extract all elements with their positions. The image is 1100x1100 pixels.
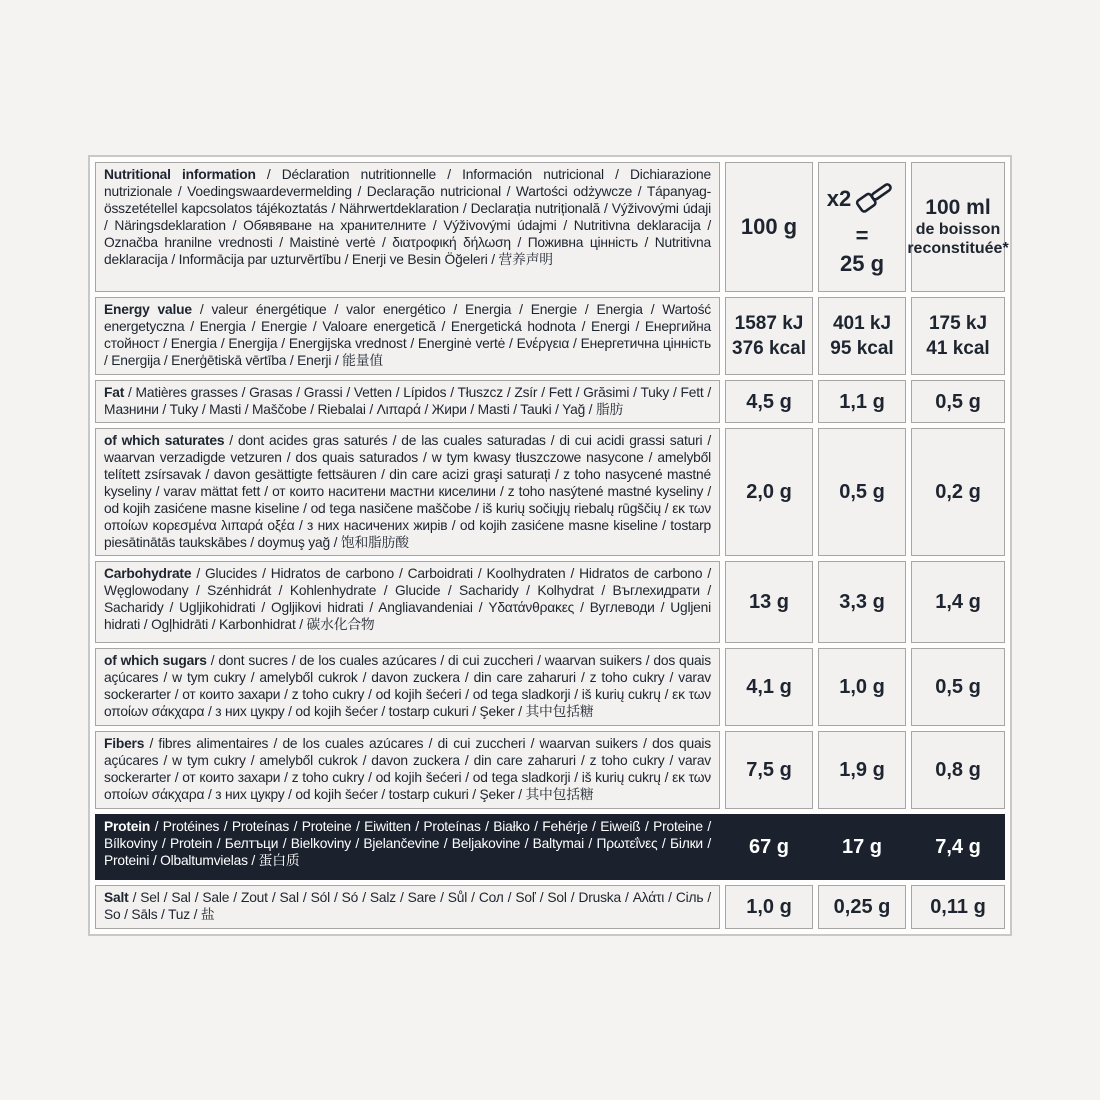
scoop-line [827, 177, 897, 221]
energy-25g-kj: 401 kJ [832, 313, 892, 334]
fibers-value-100g: 7,5 g [725, 731, 813, 809]
column-header-scoop [818, 162, 906, 292]
sugars-value-100ml: 0,5 g [911, 648, 1005, 726]
header-row [95, 162, 1009, 292]
header-100ml-line1: 100 ml [925, 196, 991, 219]
fibers-label-rest: / fibres alimentaires / de los cuales azúcares / di cui zuccheri / waarvan suikers / dos quais açúcares / w tym cukry / amelyből cukrok / davon zuckera / din care zaharuri / z toho cukry / varav sockerarter / от които захари / z toho cukry / od kojih šećeri / od tega sladkorji / iš kurių cukrų / εκ των οποίων σάκχαρα / з них цукру / od kojih šećer / tostarp cukuri / Şeker / 其中包括糖 [104, 736, 711, 802]
saturates-label-cell [95, 428, 720, 556]
scoop-amount: 25 g [839, 251, 885, 276]
energy-value-25g [818, 297, 906, 375]
protein-label-cell [95, 814, 720, 880]
saturates-value-25g: 0,5 g [818, 428, 906, 556]
nutrition-label-card [88, 155, 1012, 936]
protein-value-100g: 67 g [748, 836, 790, 858]
sugars-label-bold: of which sugars [104, 653, 207, 668]
fat-value-100ml: 0,5 g [911, 380, 1005, 423]
scoop-equals: = [855, 223, 869, 248]
row-fat [95, 380, 1005, 423]
column-header-100g: 100 g [725, 162, 813, 292]
row-sugars [95, 648, 1005, 726]
salt-label-cell [95, 885, 720, 929]
protein-label-rest: / Protéines / Proteínas / Proteine / Eiwitten / Proteínas / Białko / Fehérje / Eiweiß / Proteine / Bílkoviny / Protein / Белтъци / Bielkoviny / Bjelančevine / Beljakovine / Baltymai / Πρωτεΐνες / Білки / Proteini / Olbaltumvielas / 蛋白质 [104, 819, 711, 868]
fat-value-100g: 4,5 g [725, 380, 813, 423]
carbohydrate-label-bold: Carbohydrate [104, 566, 192, 581]
carbohydrate-label-rest: / Glucides / Hidratos de carbono / Carboidrati / Koolhydraten / Hidratos de carbono / Węglowodany / Szénhidrát / Kohlenhydrate / Glucide / Sacharidy / Kolhydrat / Въглехидрати / Sacharidy / Ugljikohidrati / Ogljikovi hidrati / Angliavandeniai / Υδατάνθρακες / Вуглеводи / Ugljeni hidrati / Ogļhidrāti / Karbonhidrat / 碳水化合物 [104, 566, 711, 632]
fibers-value-25g: 1,9 g [818, 731, 906, 809]
sugars-label-cell [95, 648, 720, 726]
fat-label-bold: Fat [104, 385, 125, 400]
saturates-label-rest: / dont acides gras saturés / de las cuales saturadas / di cui acidi grassi saturi / waarvan verzadigde vetzuren / dos quais saturados / w tym kwasy tłuszczowe nasycone / amelyből telített zsírsavak / davon gesättigte fettsäuren / din care acizi graşi saturați / z toho nasycené mastné kyseliny / varav mättat fett / от които наситени мастни киселини / z toho nasýtené mastné kyseliny / od kojih zasićene masne kiseline / od tega nasičene maščobe / iš kurių sočiųjų riebalų rūgščių / εκ των οποίων κορεσμένα λιπαρά οξέα / з них насичених жирів / od kojih zasićene masne kiseline / tostarp piesātinātās taukskābes / doymuş yağ / 饱和脂肪酸 [104, 433, 711, 550]
fat-label-cell [95, 380, 720, 423]
header-title-cell [95, 162, 720, 292]
sugars-value-100g: 4,1 g [725, 648, 813, 726]
salt-value-100ml: 0,11 g [911, 885, 1005, 929]
row-energy [95, 297, 1005, 375]
energy-value-100ml [911, 297, 1005, 375]
row-carbohydrate [95, 561, 1005, 643]
energy-25g-kcal: 95 kcal [830, 338, 894, 359]
salt-value-25g: 0,25 g [818, 885, 906, 929]
row-salt [95, 885, 1005, 929]
energy-label-bold: Energy value [104, 302, 192, 317]
fibers-label-bold: Fibers [104, 736, 145, 751]
saturates-label-bold: of which saturates [104, 433, 225, 448]
carbohydrate-value-100g: 13 g [725, 561, 813, 643]
header-title-rest: / Déclaration nutritionnelle / Información nutricional / Dichiarazione nutrizionale / Voedingswaardevermelding / Declaração nutricional / Wartości odżywcze / Tápanyag-összetétellel kapcsolatos tájékoztatás / Nährwertdeklaration / Declarația nutrițională / Výživovými údaji / Näringsdeklaration / Обявяване на хранителните / Výživovými údajmi / Nutritivna deklaracija / Označba hranilne vrednosti / Maistinė vertė / διατροφική δήλωση / Поживна цінність / Nutritivna deklaracija / Informācija par uzturvērtību / Enerji ve Besin Öğeleri / 营养声明 [104, 167, 711, 267]
protein-label-bold: Protein [104, 819, 151, 834]
energy-value-100g [725, 297, 813, 375]
carbohydrate-value-100ml: 1,4 g [911, 561, 1005, 643]
fat-value-25g: 1,1 g [818, 380, 906, 423]
salt-value-100g: 1,0 g [725, 885, 813, 929]
row-protein [95, 814, 1005, 880]
saturates-value-100ml: 0,2 g [911, 428, 1005, 556]
energy-100g-kcal: 376 kcal [732, 338, 806, 359]
energy-100ml-kj: 175 kJ [928, 313, 988, 334]
header-100ml-line2: de boisson [915, 221, 1001, 238]
saturates-value-100g: 2,0 g [725, 428, 813, 556]
salt-label-bold: Salt [104, 890, 129, 905]
sugars-value-25g: 1,0 g [818, 648, 906, 726]
fat-label-rest: / Matières grasses / Grasas / Grassi / Vetten / Lípidos / Tłuszcz / Zsír / Fett / Grăsimi / Tuky / Fett / Мазнини / Tuky / Masti / Maščobe / Riebalai / Λιπαρά / Жири / Masti / Tauki / Yağ / 脂肪 [104, 385, 711, 417]
carbohydrate-value-25g: 3,3 g [818, 561, 906, 643]
fibers-value-100ml: 0,8 g [911, 731, 1005, 809]
protein-value-100ml: 7,4 g [935, 836, 981, 858]
column-header-100ml [907, 162, 1009, 292]
scoop-icon [853, 177, 897, 221]
row-fibers [95, 731, 1005, 809]
energy-100ml-kcal: 41 kcal [926, 338, 990, 359]
protein-value-25g: 17 g [841, 836, 883, 858]
header-100ml-line3: reconstituée* [907, 240, 1009, 257]
row-saturates [95, 428, 1005, 556]
scoop-x2-label: x2 [826, 186, 852, 211]
energy-label-rest: / valeur énergétique / valor energético / Energia / Energie / Energia / Wartość energetyczna / Energia / Energie / Valoare energetică / Energetická hodnota / Energi / Енергийна стойност / Energia / Energija / Energijska vrednost / Energinė vertė / Ενέργεια / Енергетична цінність / Energija / Enerģētiskā vērtība / Enerji / 能量值 [104, 302, 711, 368]
fibers-label-cell [95, 731, 720, 809]
salt-label-rest: / Sel / Sal / Sale / Zout / Sal / Sól / Só / Salz / Sare / Sůl / Сол / Soľ / Sol / Druska / Αλάτι / Сіль / So / Sāls / Tuz / 盐 [104, 890, 711, 922]
carbohydrate-label-cell [95, 561, 720, 643]
sugars-label-rest: / dont sucres / de los cuales azúcares / di cui zuccheri / waarvan suikers / dos quais açúcares / w tym cukry / amelyből cukrok / davon zuckera / din care zaharuri / z toho cukry / varav sockerarter / от които захари / z toho cukry / od kojih šećeri / od tega sladkorji / iš kurių cukrų / εκ των οποίων σάκχαρα / з них цукру / od kojih šećer / tostarp cukuri / Şeker / 其中包括糖 [104, 653, 711, 719]
header-title-bold: Nutritional information [104, 167, 256, 182]
energy-label-cell [95, 297, 720, 375]
energy-100g-kj: 1587 kJ [734, 313, 804, 334]
